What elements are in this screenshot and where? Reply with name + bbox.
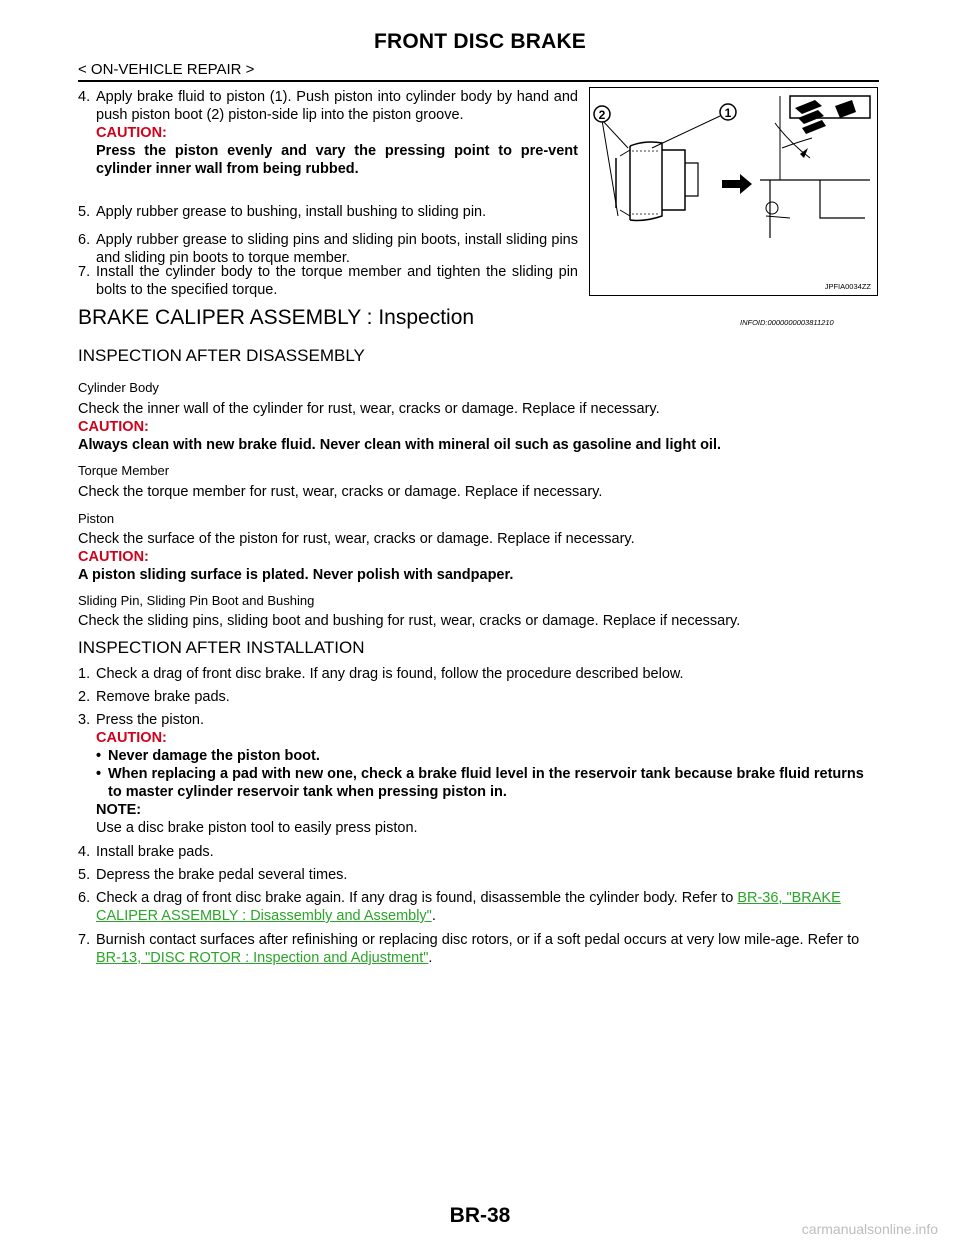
heading-cylinder-body: Cylinder Body [78,380,159,395]
install-step-1 [78,665,878,683]
cylinder-body-text [78,400,878,454]
caution-label: CAUTION: [96,730,167,746]
bullet-text: When replacing a pad with new one, check a brake fluid level in the reservoir tank because brake fluid returns to master cylinder reservoir tank when pressing piston in. [108,766,864,800]
watermark-text: carmanualsonline.info [801,1221,938,1237]
piston-boot-illustration [590,88,876,294]
step-text: Check a drag of front disc brake again. If any drag is found, disassemble the cylinder body. Refer to [96,890,738,906]
bullet-icon: • [96,766,102,782]
step-end: . [428,950,433,966]
paragraph: Check the inner wall of the cylinder for rust, wear, cracks or damage. Replace if necessary. [78,401,660,417]
caution-text: Always clean with new brake fluid. Never clean with mineral oil such as gasoline and light oil. [78,437,722,453]
caution-text: Press the piston evenly and vary the pressing point to pre-vent cylinder inner wall from being rubbed. [96,143,578,177]
reference-link-br13[interactable]: BR-13, "DISC ROTOR : Inspection and Adjustment" [96,950,429,966]
install-step-6 [78,889,878,925]
bullet-text: Never damage the piston boot. [108,748,320,764]
step-text: Install the cylinder body to the torque member and tighten the sliding pin bolts to the specified torque. [96,264,578,298]
step-number: 5. [78,867,91,883]
caution-label: CAUTION: [78,419,149,435]
caliper-piston-figure [589,87,878,296]
install-step-2 [78,688,878,706]
step-text: Check a drag of front disc brake. If any drag is found, follow the procedure described below. [96,666,684,682]
install-step-5 [78,866,878,884]
note-text: Use a disc brake piston tool to easily press piston. [96,820,418,836]
step-number: 7. [78,264,91,280]
step-text: Remove brake pads. [96,689,230,705]
note-label: NOTE: [96,802,142,818]
step-number: 5. [78,204,91,220]
step-number: 4. [78,844,91,860]
bullet-icon: • [96,748,102,764]
step-text: Press the piston. [96,712,204,728]
torque-member-text: Check the torque member for rust, wear, cracks or damage. Replace if necessary. [78,484,603,500]
paragraph: Check the surface of the piston for rust, wear, cracks or damage. Replace if necessary. [78,531,635,547]
sliding-pin-text: Check the sliding pins, sliding boot and bushing for rust, wear, cracks or damage. Replace if necessary. [78,613,741,629]
figure-code: JPFIA0034ZZ [824,282,871,291]
step-number: 1. [78,666,91,682]
caution-label: CAUTION: [78,549,149,565]
reference-link-br36[interactable]: BR-36, "BRAKE CALIPER ASSEMBLY : Disassembly and Assembly" [96,890,841,924]
step-number: 3. [78,712,91,728]
page-number: BR-38 [449,1204,511,1227]
step-text: Burnish contact surfaces after refinishing or replacing disc rotors, or if a soft pedal occurs at very low mile-age. Refer to [96,932,860,948]
install-step-4 [78,843,878,861]
step-number: 2. [78,689,91,705]
step-number: 4. [78,89,91,105]
step-text: Depress the brake pedal several times. [96,867,348,883]
step-text: Apply brake fluid to piston (1). Push piston into cylinder body by hand and push piston boot (2) piston-side lip into the piston groove. [96,89,578,123]
section-breadcrumb: < ON-VEHICLE REPAIR > [78,61,255,78]
subheading-after-disassembly: INSPECTION AFTER DISASSEMBLY [78,346,365,365]
step-end: . [431,908,436,924]
direction-arrow-icon [722,174,752,194]
info-id: INFOID:0000000003811210 [740,318,834,327]
heading-sliding-pin: Sliding Pin, Sliding Pin Boot and Bushing [78,593,315,608]
callout-1-label: 1 [724,106,732,120]
step-number: 6. [78,232,91,248]
heading-piston: Piston [78,511,115,526]
step-text: Apply rubber grease to bushing, install bushing to sliding pin. [96,204,487,220]
header-rule [78,80,879,82]
step-7 [78,263,578,299]
section-title: BRAKE CALIPER ASSEMBLY : Inspection [78,306,475,329]
install-step-7 [78,931,878,967]
step-4 [78,88,578,178]
step-6 [78,231,578,267]
install-step-3 [78,711,878,837]
piston-text [78,530,878,584]
caution-text: A piston sliding surface is plated. Never polish with sandpaper. [78,567,514,583]
subheading-after-installation: INSPECTION AFTER INSTALLATION [78,638,365,657]
step-number: 7. [78,932,91,948]
step-number: 6. [78,890,91,906]
page-title: FRONT DISC BRAKE [373,30,587,53]
caution-label: CAUTION: [96,125,167,141]
callout-2-label: 2 [598,108,606,122]
step-text: Install brake pads. [96,844,214,860]
step-5 [78,203,578,221]
heading-torque-member: Torque Member [78,463,170,478]
step-text: Apply rubber grease to sliding pins and sliding pin boots, install sliding pins and sliding pin boots to torque member. [96,232,578,266]
